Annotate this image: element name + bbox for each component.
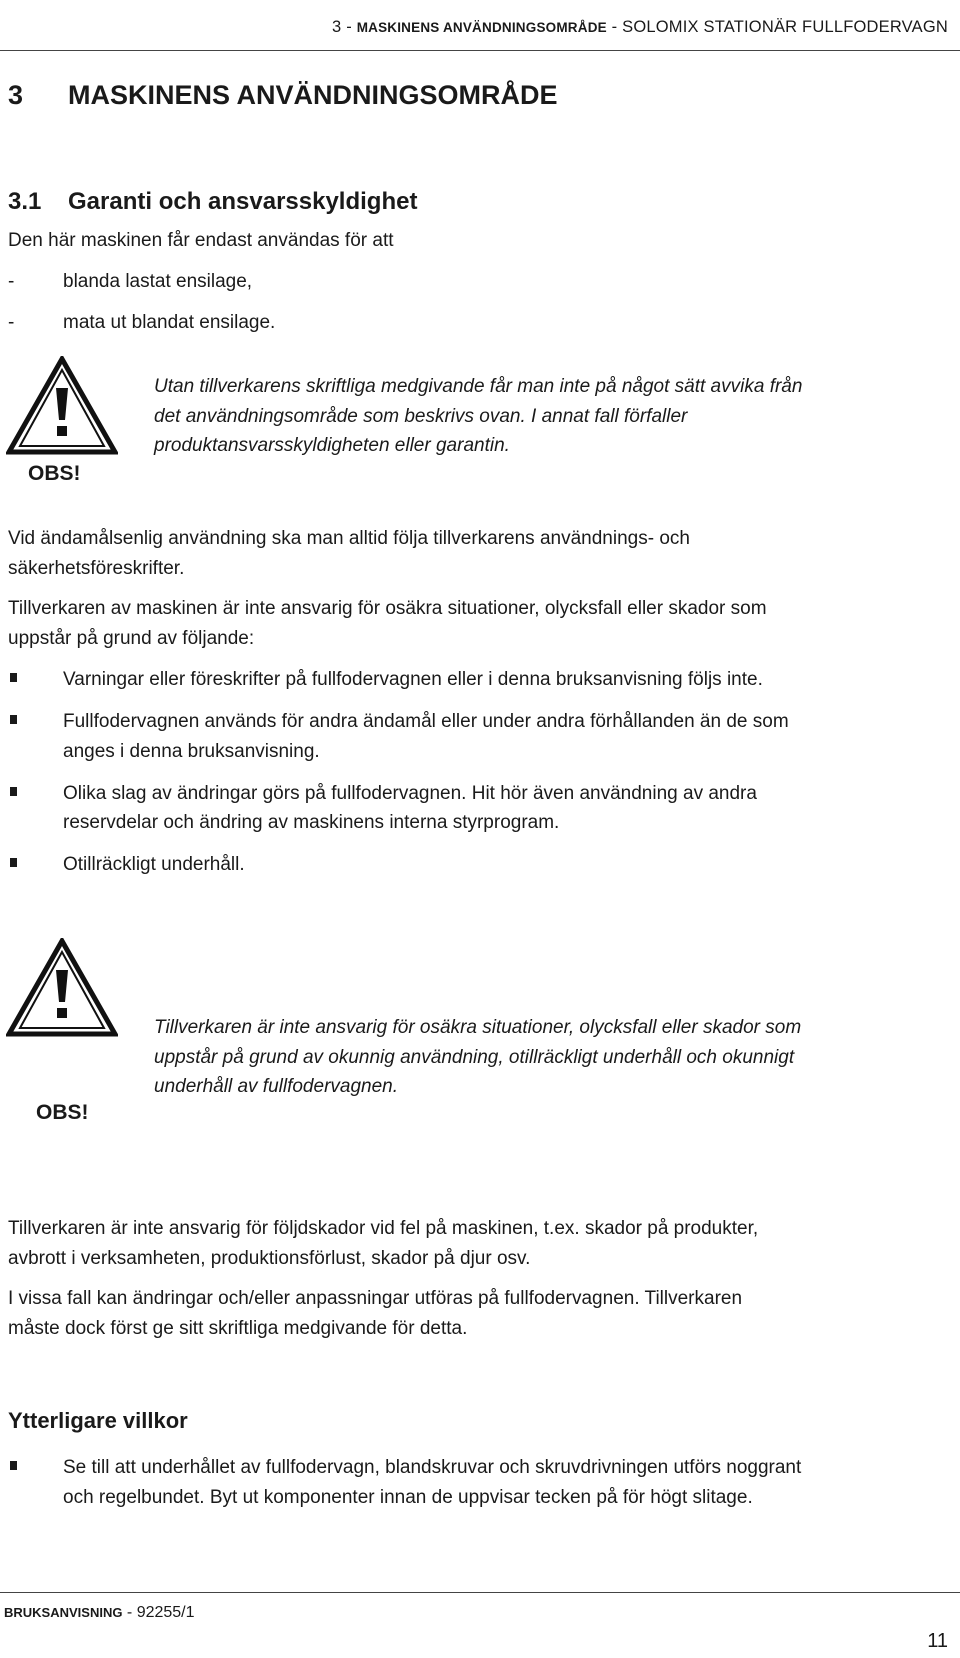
list-item-text: anges i denna bruksanvisning. <box>63 740 320 762</box>
extra-terms-title: Ytterligare villkor <box>8 1408 188 1433</box>
section-title-text: Garanti och ansvarsskyldighet <box>68 188 418 215</box>
list-item-text: Fullfodervagnen används för andra ändamål eller under andra förhållanden än de som <box>63 711 789 732</box>
warning-text <box>154 372 946 461</box>
list-item-text: blanda lastat ensilage, <box>63 271 253 292</box>
running-header-text <box>332 18 948 37</box>
paragraph-line: Tillverkaren är inte ansvarig för följdskador vid fel på maskinen, t.ex. skador på produkter, <box>8 1218 759 1239</box>
warning-line: det användningsområde som beskrivs ovan. I annat fall förfaller <box>154 405 688 427</box>
paragraph-line: måste dock först ge sitt skriftliga medgivande för detta. <box>8 1317 468 1339</box>
page-number: 11 <box>927 1630 948 1652</box>
modifications-paragraph <box>8 1284 946 1343</box>
consequential-paragraph <box>8 1214 946 1273</box>
bullet-marker <box>8 779 63 838</box>
bullet-marker <box>8 1453 63 1512</box>
footer-doc-number: - 92255/1 <box>122 1604 195 1621</box>
warning-line: Utan tillverkarens skriftliga medgivande får man inte på något sätt avvika från <box>154 376 803 397</box>
list-item-text: reservdelar och ändring av maskinens interna styrprogram. <box>63 812 560 833</box>
footer-manual-label: BRUKSANVISNING <box>4 1605 123 1620</box>
bullet-marker <box>8 850 63 880</box>
list-item <box>8 267 946 297</box>
list-item-text: och regelbundet. Byt ut komponenter innan de uppvisar tecken på för högt slitage. <box>63 1486 753 1508</box>
dash-marker: - <box>8 271 15 292</box>
list-item <box>8 850 946 880</box>
paragraph-line: I vissa fall kan ändringar och/eller anpassningar utföras på fullfodervagnen. Tillverkaren <box>8 1288 743 1309</box>
paragraph-line: Vid ändamålsenlig användning ska man alltid följa tillverkarens användnings- och <box>8 528 690 549</box>
section-number: 3.1 <box>8 188 42 215</box>
warning-line: produktansvarsskyldigheten eller garantin. <box>154 435 510 456</box>
bullet-marker <box>8 665 63 695</box>
header-chapter: MASKINENS ANVÄNDNINGSOMRÅDE <box>356 20 607 35</box>
list-item-text: Otillräckligt underhåll. <box>63 854 245 875</box>
list-item-text: Olika slag av ändringar görs på fullfodervagnen. Hit hör även användning av andra <box>63 782 757 804</box>
usage-paragraph <box>8 524 946 583</box>
header-prefix: 3 - <box>332 18 357 36</box>
list-item-text: Se till att underhållet av fullfodervagn, blandskruvar och skruvdrivningen utförs noggrant <box>63 1457 802 1478</box>
warning-label: OBS! <box>28 462 81 485</box>
extra-terms-list <box>8 1453 946 1525</box>
bullet-marker <box>8 707 63 766</box>
footer-divider <box>0 1592 960 1593</box>
paragraph-line: avbrott i verksamheten, produktionsförlust, skador på djur osv. <box>8 1247 531 1269</box>
list-item <box>8 707 946 766</box>
list-item-text: mata ut blandat ensilage. <box>63 311 276 333</box>
intro-paragraph: Den här maskinen får endast användas för att <box>8 230 394 251</box>
chapter-title-text: MASKINENS ANVÄNDNINGSOMRÅDE <box>68 80 558 110</box>
list-item <box>8 665 946 695</box>
list-item-text: Varningar eller föreskrifter på fullfodervagnen eller i denna bruksanvisning följs inte. <box>63 669 763 690</box>
warning-line: uppstår på grund av okunnig användning, otillräckligt underhåll och okunnigt <box>154 1046 795 1068</box>
footer-doc-id <box>4 1604 195 1622</box>
list-item <box>8 308 946 338</box>
running-header <box>0 0 960 51</box>
warning-text <box>154 1013 946 1102</box>
dash-marker: - <box>8 311 15 333</box>
header-suffix: - SOLOMIX STATIONÄR FULLFODERVAGN <box>606 18 948 36</box>
warning-triangle-icon <box>6 938 118 1078</box>
warning-label: OBS! <box>36 1101 89 1124</box>
paragraph-line: uppstår på grund av följande: <box>8 627 255 649</box>
section-title <box>8 188 946 216</box>
warning-line: Tillverkaren är inte ansvarig för osäkra situationer, olycksfall eller skador som <box>154 1017 802 1038</box>
liability-list <box>8 665 946 892</box>
chapter-title <box>8 80 946 111</box>
list-item <box>8 779 946 838</box>
liability-paragraph <box>8 594 946 653</box>
warning-line: underhåll av fullfodervagnen. <box>154 1076 399 1097</box>
paragraph-line: Tillverkaren av maskinen är inte ansvarig för osäkra situationer, olycksfall eller skador som <box>8 598 767 619</box>
list-item <box>8 1453 946 1512</box>
uses-list <box>8 267 946 337</box>
paragraph-line: säkerhetsföreskrifter. <box>8 557 185 579</box>
chapter-number: 3 <box>8 80 24 110</box>
